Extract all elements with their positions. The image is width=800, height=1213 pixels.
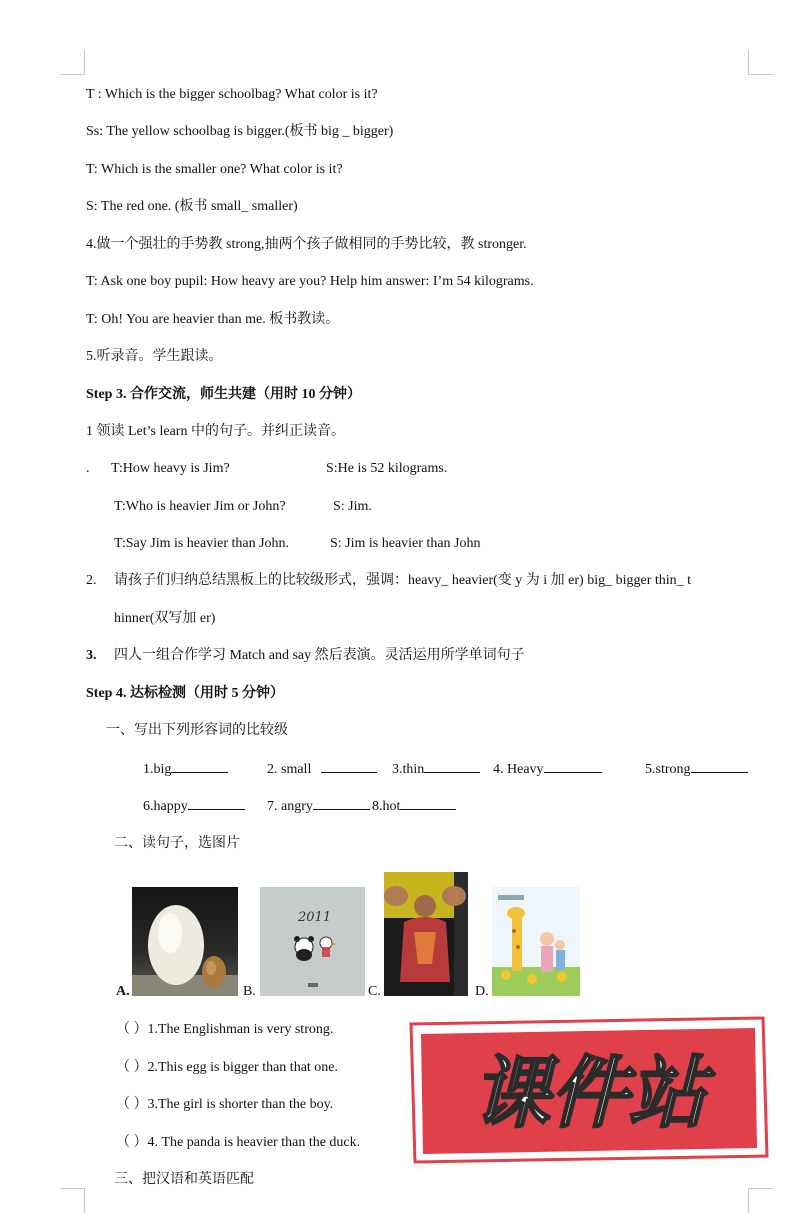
- option-label-c: C.: [368, 984, 381, 999]
- instruction-line: hinner(双写加 er): [114, 611, 216, 626]
- step4-heading: Step 4. 达标检测（用时 5 分钟）: [86, 686, 284, 701]
- svg-text:课件站: 课件站: [471, 1049, 707, 1139]
- panda-duck-picture: [260, 887, 365, 996]
- dialogue-student: S: Jim.: [333, 499, 372, 514]
- section-heading: 二、读句子，选图片: [114, 836, 240, 851]
- year-text: 2011: [298, 910, 332, 925]
- margin-mark-top-left: [60, 50, 85, 75]
- question-item: （ ）4. The panda is heavier than the duck.: [116, 1135, 361, 1150]
- dialogue-teacher: T:Say Jim is heavier than John.: [114, 536, 290, 551]
- exercise-item: 2. small: [267, 760, 377, 779]
- option-label-a: A.: [116, 984, 130, 999]
- dialogue-line: Ss: The yellow schoolbag is bigger.(板书 big _ bigger): [86, 124, 394, 139]
- exercise-item: 5.strong: [645, 760, 748, 779]
- dialogue-line: T: Oh! You are heavier than me. 板书教读。: [86, 312, 340, 327]
- exercise-item: 6.happy: [143, 797, 245, 816]
- exercise-item: 8.hot: [372, 797, 456, 816]
- instruction-line: 1 领读 Let’s learn 中的句子。并纠正读音。: [86, 424, 345, 439]
- dialogue-student: S:He is 52 kilograms.: [326, 461, 448, 476]
- instruction-line: 5.听录音。学生跟读。: [86, 349, 223, 364]
- margin-mark-bottom-right: [748, 1188, 773, 1213]
- instruction-line: 4.做一个强壮的手势教 strong,抽两个孩子做相同的手势比较，教 stronger.: [86, 237, 527, 252]
- dialogue-line: T : Which is the bigger schoolbag? What color is it?: [86, 87, 378, 102]
- exercise-item: 3.thin: [392, 760, 480, 779]
- question-item: （ ）2.This egg is bigger than that one.: [116, 1060, 339, 1075]
- list-dot: .: [86, 461, 90, 476]
- list-number: 3.: [86, 648, 97, 663]
- instruction-line: 四人一组合作学习 Match and say 然后表演。灵活运用所学单词句子: [114, 648, 525, 663]
- dialogue-student: S: Jim is heavier than John: [330, 536, 481, 551]
- watermark-logo: [407, 1016, 771, 1164]
- strong-man-photo: [384, 872, 468, 996]
- exercise-item: 4. Heavy: [493, 760, 602, 779]
- option-label-d: D.: [475, 984, 489, 999]
- exercise-item: 7. angry: [267, 797, 370, 816]
- question-item: （ ）1.The Englishman is very strong.: [116, 1022, 334, 1037]
- option-label-b: B.: [243, 984, 256, 999]
- instruction-line: 请孩子们归纳总结黑板上的比较级形式，强调：heavy_ heavier(变 y 为 i 加 er) big_ bigger thin_ t: [114, 573, 692, 588]
- dialogue-line: S: The red one. (板书 small_ smaller): [86, 199, 298, 214]
- list-number: 2.: [86, 573, 97, 588]
- dialogue-teacher: T:How heavy is Jim?: [111, 461, 230, 476]
- question-item: （ ）3.The girl is shorter than the boy.: [116, 1097, 334, 1112]
- egg-photo: [132, 887, 238, 996]
- dialogue-line: T: Which is the smaller one? What color is it?: [86, 162, 343, 177]
- dialogue-line: T: Ask one boy pupil: How heavy are you? Help him answer: I’m 54 kilograms.: [86, 274, 534, 289]
- section-heading: 一、写出下列形容词的比较级: [106, 723, 288, 738]
- margin-mark-top-right: [748, 50, 773, 75]
- margin-mark-bottom-left: [60, 1188, 85, 1213]
- children-giraffe-picture: [492, 887, 580, 996]
- step3-heading: Step 3. 合作交流，师生共建（用时 10 分钟）: [86, 387, 361, 402]
- section-heading: 三、把汉语和英语匹配: [114, 1172, 254, 1187]
- dialogue-teacher: T:Who is heavier Jim or John?: [114, 499, 286, 514]
- exercise-item: 1.big: [143, 760, 228, 779]
